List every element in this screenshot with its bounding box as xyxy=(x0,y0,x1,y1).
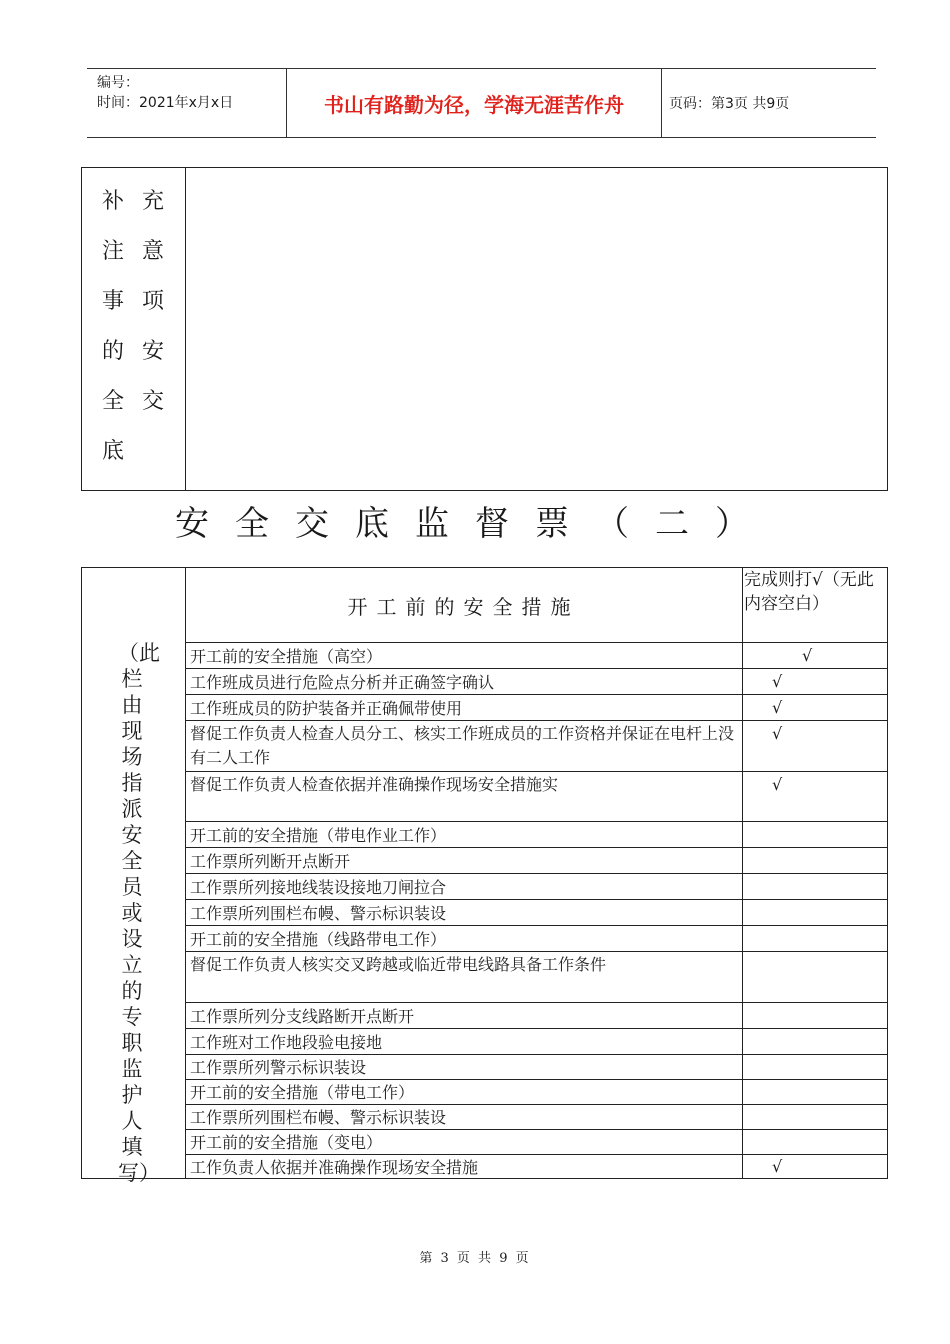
table-row-text: 工作班成员的防护装备并正确佩带使用 xyxy=(190,699,463,718)
supervision-table xyxy=(81,567,888,1185)
check-mark: √ xyxy=(772,698,783,717)
main-header: 开工前的安全措施 xyxy=(347,594,580,619)
check-mark: √ xyxy=(802,646,813,665)
table-row-text: 督促工作负责人检查人员分工、核实工作班成员的工作资格并保证在电杆上没有二人工作 xyxy=(190,724,735,767)
page-footer: 第 3 页 共 9 页 xyxy=(419,1251,531,1266)
supplement-char: 项 xyxy=(142,289,165,314)
table-row-text: 开工前的安全措施（线路带电工作） xyxy=(190,930,447,949)
row-divider xyxy=(185,771,887,772)
table-row-text: 工作票所列围栏布幔、警示标识装设 xyxy=(190,1108,447,1127)
table-row-text: 开工前的安全措施（高空） xyxy=(190,647,383,666)
check-mark: √ xyxy=(772,672,783,691)
table-row-text: 督促工作负责人核实交叉跨越或临近带电线路具备工作条件 xyxy=(190,955,607,974)
motto: 书山有路勤为径，学海无涯苦作舟 xyxy=(287,69,662,137)
page-title: 安全交底监督票（二） xyxy=(175,504,775,544)
table-row-text: 开工前的安全措施（带电工作） xyxy=(190,1083,415,1102)
document-header xyxy=(87,68,876,138)
check-header: 完成则打√（无此内容空白） xyxy=(744,570,874,614)
table-row-text: 开工前的安全措施（带电作业工作） xyxy=(190,826,447,845)
table-row-text: 工作班成员进行危险点分析并正确签字确认 xyxy=(190,673,495,692)
row-divider xyxy=(185,821,887,822)
table-row-text: 工作票所列接地线装设接地刀闸拉合 xyxy=(190,878,447,897)
table-row-text: 工作负责人依据并准确操作现场安全措施 xyxy=(190,1158,479,1177)
table-row-text: 开工前的安全措施（变电） xyxy=(190,1133,383,1152)
supplement-char: 的 xyxy=(102,339,125,364)
side-label-cell xyxy=(82,568,186,1185)
check-mark: √ xyxy=(772,775,783,794)
table-row-text: 工作票所列围栏布幔、警示标识装设 xyxy=(190,904,447,923)
supplement-char: 意 xyxy=(142,239,165,264)
table-row-text: 督促工作负责人检查依据并准确操作现场安全措施实 xyxy=(190,775,559,794)
time-label: 时间：2021年x月x日 xyxy=(97,95,234,111)
table-row-text: 工作票所列分支线路断开点断开 xyxy=(190,1007,415,1026)
supplement-char: 注 xyxy=(102,239,125,264)
supplement-char: 安 xyxy=(142,339,165,364)
supplement-label xyxy=(82,168,186,490)
number-label: 编号： xyxy=(97,75,139,91)
row-divider xyxy=(185,642,887,643)
supplement-box xyxy=(81,167,888,491)
supplement-char: 充 xyxy=(142,189,165,214)
supplement-char: 底 xyxy=(102,439,125,464)
page-label: 页码：第3页 共9页 xyxy=(669,96,790,112)
check-mark: √ xyxy=(772,1157,783,1176)
row-divider xyxy=(185,1002,887,1003)
supplement-char: 补 xyxy=(102,189,125,214)
check-mark: √ xyxy=(772,724,783,743)
table-row-text: 工作票所列断开点断开 xyxy=(190,852,351,871)
supplement-char: 事 xyxy=(102,289,125,314)
table-row-text: 工作班对工作地段验电接地 xyxy=(190,1033,383,1052)
side-label: （此栏由现场指派安全员或设立的专职监护人填写） xyxy=(118,641,160,1185)
supplement-char: 全 xyxy=(102,389,125,414)
header-meta xyxy=(87,69,287,137)
table-row-text: 工作票所列警示标识装设 xyxy=(190,1058,367,1077)
supplement-char: 交 xyxy=(142,389,165,414)
